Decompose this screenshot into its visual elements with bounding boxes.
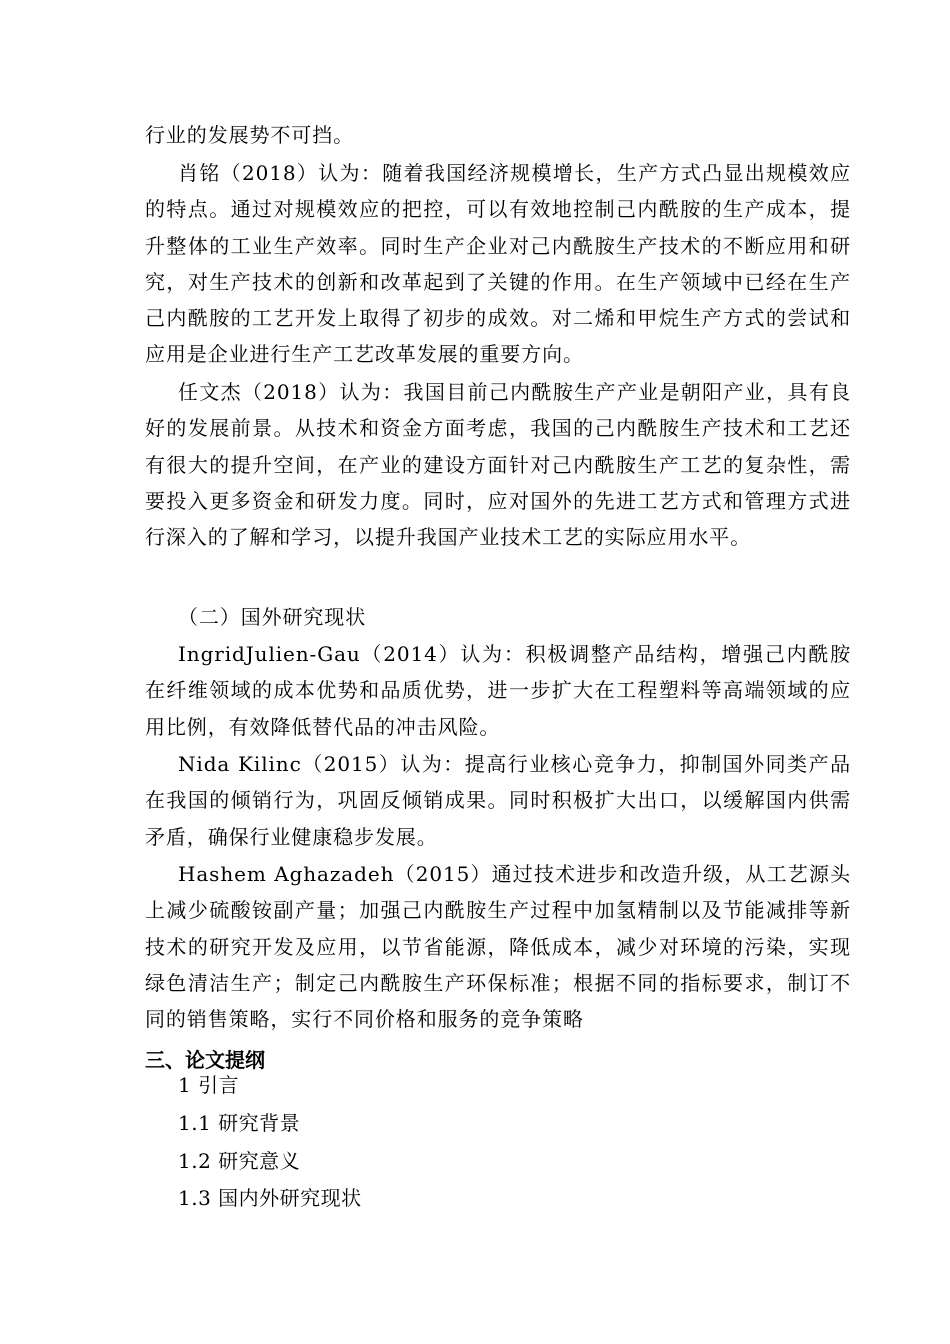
paragraph-continuation: 行业的发展势不可挡。 — [145, 123, 354, 147]
paragraph-hashem: Hashem Aghazadeh（2015）通过技术进步和改造升级，从工艺源头上减少硫酸铵副产量；加强己内酰胺生产过程中加氢精制以及节能减排等新技术的研究开发及应用，以节省能源，降低成本，减少对环境的污染，实现绿色清洁生产；制定己内酰胺生产环保标准；根据不同的指标要求，制订不同的销售策略，实行不同价格和服务的竞争策略 — [145, 862, 851, 1032]
outline-item: 1.2 研究意义 — [178, 1149, 301, 1173]
paragraph-ren-wenjie: 任文杰（2018）认为：我国目前己内酰胺生产产业是朝阳产业，具有良好的发展前景。从技术和资金方面考虑，我国的己内酰胺生产技术和工艺还有很大的提升空间，在产业的建设方面针对己内酰胺生产工艺的复杂性，需要投入更多资金和研发力度。同时，应对国外的先进工艺方式和管理方式进行深入的了解和学习，以提升我国产业技术工艺的实际应用水平。 — [145, 380, 851, 550]
outline-item: 1.3 国内外研究现状 — [178, 1186, 362, 1210]
paragraph-nida-kilinc: Nida Kilinc（2015）认为：提高行业核心竞争力，抑制国外同类产品在我国的倾销行为，巩固反倾销成果。同时积极扩大出口，以缓解国内供需矛盾，确保行业健康稳步发展。 — [145, 752, 851, 849]
outline-item: 1 引言 — [178, 1073, 240, 1097]
subheading-foreign-research: （二）国外研究现状 — [178, 605, 367, 629]
paragraph-ingrid: IngridJulien-Gau（2014）认为：积极调整产品结构，增强己内酰胺在纤维领域的成本优势和品质优势，进一步扩大在工程塑料等高端领域的应用比例，有效降低替代品的冲击风险。 — [145, 642, 851, 739]
outline-item: 1.1 研究背景 — [178, 1111, 301, 1135]
section-heading-outline: 三、论文提纲 — [145, 1048, 265, 1072]
paragraph-xiao-ming: 肖铭（2018）认为：随着我国经济规模增长，生产方式凸显出规模效应的特点。通过对规模效应的把控，可以有效地控制己内酰胺的生产成本，提升整体的工业生产效率。同时生产企业对己内酰胺生产技术的不断应用和研究，对生产技术的创新和改革起到了关键的作用。在生产领域中已经在生产己内酰胺的工艺开发上取得了初步的成效。对二烯和甲烷生产方式的尝试和应用是企业进行生产工艺改革发展的重要方向。 — [145, 161, 851, 367]
